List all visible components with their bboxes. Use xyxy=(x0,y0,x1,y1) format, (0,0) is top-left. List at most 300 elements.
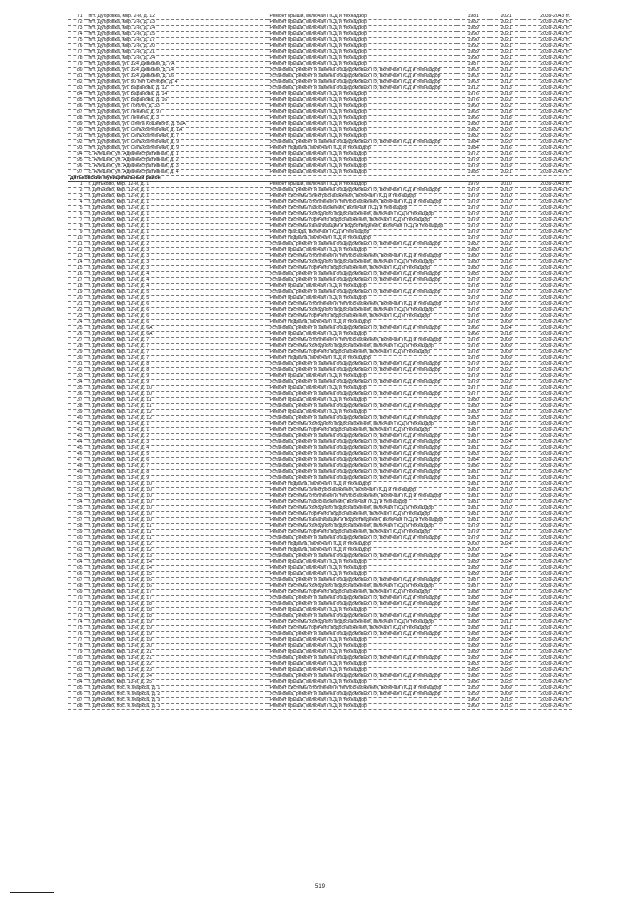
cell-no: 24 xyxy=(68,320,87,326)
cell-period: 2039-2043 гг. xyxy=(523,260,572,266)
cell-no: 74 xyxy=(68,620,87,626)
document-sheet xyxy=(68,14,572,710)
cell-y1: 1992 xyxy=(457,44,490,50)
cell-work: Установка, ремонт и замена общедомовых ПУ, включая ПСД и техназдор xyxy=(268,434,457,440)
cell-y2: 2011 xyxy=(490,626,523,632)
cell-no: 63 xyxy=(68,554,87,560)
cell-y1: 1980 xyxy=(457,404,490,410)
cell-period: 2039-2043 гг. xyxy=(523,686,572,692)
cell-work: Ремонт крыши, включая ПСД и техназдор xyxy=(268,662,457,668)
cell-work: Установка, ремонт и замена общедомовых ПУ, включая ПСД и техназдор xyxy=(268,458,457,464)
cell-y1: 1980 xyxy=(457,122,490,128)
cell-y1: 1987 xyxy=(457,584,490,590)
cell-y2: 2025 xyxy=(490,662,523,668)
cell-no: 94 xyxy=(68,152,87,158)
cell-work: Ремонт крыши, включая ПСД и техназдор xyxy=(268,410,457,416)
cell-addr: г. Дятьково, мкр. 13-й, д. 19 xyxy=(87,626,268,632)
cell-work: Установка, ремонт и замена общедомовых ПУ, включая ПСД и техназдор xyxy=(268,446,457,452)
cell-work: Ремонт крыши, включая ПСД и техназдор xyxy=(268,704,457,710)
cell-period: 2039-2043 гг. xyxy=(523,296,572,302)
cell-period: 2039-2043 гг. xyxy=(523,350,572,356)
cell-y2: 2018 xyxy=(490,116,523,122)
cell-work: Ремонт крыши, включая ПСД и технадзор xyxy=(268,116,457,122)
cell-y2: 2012 xyxy=(490,524,523,530)
cell-period: 2039-2043 гг. xyxy=(523,32,572,38)
cell-no: 78 xyxy=(68,644,87,650)
cell-no: 42 xyxy=(68,428,87,434)
cell-addr: г. Дятьково, мкр. 13-й, д. 3 xyxy=(87,440,268,446)
cell-work: Ремонт системы холодного водоснабжения, включая ПСД и техназдор xyxy=(268,212,457,218)
cell-y2: 2016 xyxy=(490,644,523,650)
cell-no: 36 xyxy=(68,392,87,398)
cell-addr: г. Дятьково, мкр. 12-й, д. 10 xyxy=(87,386,268,392)
cell-no: 18 xyxy=(68,284,87,290)
cell-y2: 2009 xyxy=(490,308,523,314)
cell-period: 2039-2043 гг. xyxy=(523,200,572,206)
table-body-top xyxy=(68,14,572,176)
cell-work: Ремонт системы отопления и теплоснабжения, включая ПСД и техназдор xyxy=(268,302,457,308)
footer-rule xyxy=(10,892,54,893)
cell-y2: 2022 xyxy=(490,380,523,386)
cell-addr: г. Дятьково, мкр. 12-й, д. 9 xyxy=(87,374,268,380)
cell-addr: г. Дятьково, мкр. 13-й, д. 10 xyxy=(87,482,268,488)
cell-addr: г. Дятьково, мкр. 12-й, д. 3 xyxy=(87,248,268,254)
cell-period: 2039-2043 гг. xyxy=(523,578,572,584)
cell-y2: 2010 xyxy=(490,512,523,518)
cell-period: 2039-2043 гг. xyxy=(523,332,572,338)
cell-y1: 1987 xyxy=(457,434,490,440)
cell-no: 8 xyxy=(68,224,87,230)
cell-addr: г. Дятьково, мкр. 13-й, д. 5 xyxy=(87,452,268,458)
cell-y2: 2010 xyxy=(490,518,523,524)
cell-y2: 2021 xyxy=(490,20,523,26)
cell-y1: 1989 xyxy=(457,50,490,56)
cell-addr: пгт. Дубровка, ул. Сельхозтехники, д. 1А xyxy=(87,128,268,134)
cell-work: Установка, ремонт и замена общедомовых ПУ, включая ПСД и техназдор xyxy=(268,404,457,410)
cell-y2: 2024 xyxy=(490,638,523,644)
cell-y2: 2022 xyxy=(490,134,523,140)
cell-addr: пгт. Дубровка, ул. Баранова, д. 16 xyxy=(87,98,268,104)
cell-work: Ремонт системы отопления и теплоснабжения, включая ПСД и техназдор xyxy=(268,686,457,692)
cell-y1: 1986 xyxy=(457,680,490,686)
cell-period: 2039-2043 гг. xyxy=(523,218,572,224)
cell-no: 72 xyxy=(68,608,87,614)
cell-addr: пгт. Дубровка, ул. 50 лет Октября, д. 4 xyxy=(87,80,268,86)
cell-period: 2039-2043 гг. xyxy=(523,206,572,212)
cell-addr: пгт. Дубровка, ул. Сельхозтехники, д. 9 xyxy=(87,146,268,152)
cell-y2: 2010 xyxy=(490,206,523,212)
cell-work: Ремонт системы холодного водоснабжения, включая ПСД и техназдор xyxy=(268,584,457,590)
cell-addr: г. Дятьково, мкр. 13-й, д. 11 xyxy=(87,536,268,542)
cell-addr: г. Дятьково, мкр. 12-й, д. 3 xyxy=(87,254,268,260)
cell-period: 2039-2043 гг. xyxy=(523,560,572,566)
cell-no: 47 xyxy=(68,458,87,464)
cell-no: 75 xyxy=(68,38,87,44)
cell-no: 82 xyxy=(68,668,87,674)
cell-work: Ремонт крыши, включая ПСД и техназдор xyxy=(268,248,457,254)
cell-work: Установка, ремонт и замена общедомовых ПУ, включая ПСД и техназдор xyxy=(268,536,457,542)
cell-y2: 2010 xyxy=(490,200,523,206)
cell-addr: г. Дятьково, мкр. 13-й, д. 19 xyxy=(87,620,268,626)
cell-period: 2039-2043 гг. xyxy=(523,620,572,626)
cell-work: Установка, ремонт и замена общедомовых ПУ, включая ПСД и техназдор xyxy=(268,674,457,680)
cell-addr: г. Дятьково, мкр. 12-й, д. 5 xyxy=(87,290,268,296)
cell-work: Ремонт крыши, включая ПСД и технадзор xyxy=(268,50,457,56)
cell-y2: 2024 xyxy=(490,542,523,548)
cell-y1: 1981 xyxy=(457,494,490,500)
cell-period: 2039-2043 гг. xyxy=(523,110,572,116)
cell-y1: 1982 xyxy=(457,128,490,134)
cell-addr: г. Дятьково, мкр. 13-й, д. 1 xyxy=(87,428,268,434)
cell-no: 53 xyxy=(68,494,87,500)
cell-y1: 1984 xyxy=(457,140,490,146)
cell-y1: 1979 xyxy=(457,218,490,224)
cell-y2: 2018 xyxy=(490,608,523,614)
cell-period: 2039-2043 гг. xyxy=(523,374,572,380)
cell-period: 2039-2043 гг. xyxy=(523,272,572,278)
cell-no: 72 xyxy=(68,20,87,26)
cell-addr: г. Дятьково, мкр. 12-й, д. 1 xyxy=(87,218,268,224)
cell-work: Установка, ремонт и замена общедомовых ПУ, включая ПСД и техназдор xyxy=(268,242,457,248)
cell-no: 44 xyxy=(68,440,87,446)
cell-work: Ремонт системы холодного водоснабжения, включая ПСД и техназдор xyxy=(268,506,457,512)
cell-y2: 2019 xyxy=(490,164,523,170)
cell-period: 2039-2043 гг. xyxy=(523,494,572,500)
cell-no: 81 xyxy=(68,662,87,668)
cell-no: 6 xyxy=(68,212,87,218)
cell-no: 30 xyxy=(68,356,87,362)
cell-y2: 2016 xyxy=(490,428,523,434)
cell-no: 3 xyxy=(68,194,87,200)
cell-work: Ремонт подвала, включая ПСД и техназдор xyxy=(268,236,457,242)
cell-work: Ремонт крыши, включая ПСД и техназдор xyxy=(268,668,457,674)
cell-no: 52 xyxy=(68,488,87,494)
cell-no: 58 xyxy=(68,524,87,530)
cell-work: Ремонт системы отопления и теплоснабжения, включая ПСД и техназдор xyxy=(268,200,457,206)
cell-y2: 2010 xyxy=(490,188,523,194)
cell-y2: 2010 xyxy=(490,482,523,488)
cell-addr: пгт. Дубровка, мкр. 2-й, д. 24 xyxy=(87,56,268,62)
cell-work: Ремонт подвала, включая ПСД и техназдор xyxy=(268,320,457,326)
cell-y2: 2018 xyxy=(490,572,523,578)
cell-addr: г. Дятьково, мкр. 12-й, д. 7 xyxy=(87,338,268,344)
cell-addr: г. Дятьково, мкр. 12-й, д. 3 xyxy=(87,260,268,266)
cell-addr: г. Дятьково, пос. К.Маркса, д. 1 xyxy=(87,686,268,692)
cell-addr: пгт. Дубровка, ул. Олега Кошевого, д. 50А xyxy=(87,122,268,128)
cell-y1: 1980 xyxy=(457,260,490,266)
cell-addr: пгт. Дубровка, ул. Сельхозтехники, д. 9 xyxy=(87,140,268,146)
cell-y2: 2010 xyxy=(490,488,523,494)
cell-y1: 1979 xyxy=(457,206,490,212)
cell-addr: г. Дятьково, мкр. 13-й, д. 13 xyxy=(87,554,268,560)
cell-no: 90 xyxy=(68,128,87,134)
cell-y1: 1979 xyxy=(457,182,490,188)
cell-y2: 2015 xyxy=(490,704,523,710)
cell-work: Ремонт фасада, включая ПСД и техназдор xyxy=(268,230,457,236)
cell-addr: г. Дятьково, мкр. 12-й, д. 6 xyxy=(87,302,268,308)
cell-period: 2039-2043 гг. xyxy=(523,650,572,656)
cell-no: 20 xyxy=(68,296,87,302)
cell-work: Ремонт крыши, включая ПСД и технадзор xyxy=(268,104,457,110)
cell-y1: 1981 xyxy=(457,470,490,476)
cell-work: Ремонт системы канализации и водоотведения, включая ПСД и техназдор xyxy=(268,224,457,230)
cell-y1: 1976 xyxy=(457,98,490,104)
cell-period: 2039-2043 гг. xyxy=(523,596,572,602)
cell-y2: 2030 xyxy=(490,290,523,296)
cell-y2: 2022 xyxy=(490,368,523,374)
cell-work: Ремонт крыши, включая ПСД и техназдор xyxy=(268,332,457,338)
cell-no: 75 xyxy=(68,626,87,632)
cell-work: Ремонт системы горячего водоснабжения, включая ПСД и техназдор xyxy=(268,590,457,596)
cell-period: 2039-2043 гг. xyxy=(523,452,572,458)
cell-y2: 2018 xyxy=(490,332,523,338)
cell-addr: г. Дятьково, мкр. 12-й, д. 1 xyxy=(87,200,268,206)
cell-addr: г. Дятьково, мкр. 13-й, д. 11 xyxy=(87,530,268,536)
cell-y2: 2018 xyxy=(490,374,523,380)
cell-no: 26 xyxy=(68,332,87,338)
cell-period: 2039-2043 гг. xyxy=(523,284,572,290)
cell-addr: г. Дятьково, мкр. 13-й, д. 10 xyxy=(87,512,268,518)
cell-addr: г. Дятьково, мкр. 12-й, д. 8 xyxy=(87,362,268,368)
cell-addr: г. Дятьково, мкр. 13-й, д. 12 xyxy=(87,542,268,548)
cell-work: Установка, ремонт и замена общедомовых ПУ, включая ПСД и техназдор xyxy=(268,416,457,422)
cell-addr: г. Дятьково, мкр. 12-й, д. 4 xyxy=(87,272,268,278)
section-title: Дятьковский муниципальный район xyxy=(68,176,572,182)
cell-y2: 2012 xyxy=(490,74,523,80)
cell-addr: г. Дятьково, мкр. 13-й, д. 9 xyxy=(87,476,268,482)
cell-work: Ремонт крыши, включая ПСД и техназдор xyxy=(268,170,457,176)
cell-y2: 2022 xyxy=(490,464,523,470)
cell-addr: г. Дятьково, мкр. 12-й, д. 9 xyxy=(87,380,268,386)
cell-addr: г. Дятьково, мкр. 12-й, д. 12 xyxy=(87,416,268,422)
cell-y2: 2009 xyxy=(490,302,523,308)
cell-y1: 1978 xyxy=(457,284,490,290)
cell-period: 2039-2043 гг. xyxy=(523,266,572,272)
cell-y2: 2016 xyxy=(490,260,523,266)
cell-work: Ремонт крыши, включая ПСД и технадзор xyxy=(268,122,457,128)
cell-no: 88 xyxy=(68,116,87,122)
cell-y2: 2022 xyxy=(490,104,523,110)
cell-no: 22 xyxy=(68,308,87,314)
cell-y2: 2009 xyxy=(490,320,523,326)
cell-y1: 1987 xyxy=(457,428,490,434)
cell-work: Установка, ремонт и замена общедомовых ПУ, включая ПСД и техназдор xyxy=(268,290,457,296)
cell-y2: 2019 xyxy=(490,158,523,164)
cell-y2: 2018 xyxy=(490,410,523,416)
cell-y1: 1912 xyxy=(457,86,490,92)
cell-period: 2039-2043 гг. xyxy=(523,98,572,104)
cell-period: 2039-2043 гг. xyxy=(523,80,572,86)
cell-no: 60 xyxy=(68,536,87,542)
cell-period: 2039-2043 гг. xyxy=(523,662,572,668)
cell-period: 2039-2043 гг. xyxy=(523,92,572,98)
cell-work: Установка, ремонт и замена общедомовых ПУ, включая ПСД и техназдор xyxy=(268,368,457,374)
cell-work: Ремонт крыши, включая ПСД и технадзор xyxy=(268,14,457,20)
cell-work: Ремонт крыши, включая ПСД и техназдор xyxy=(268,284,457,290)
cell-no: 56 xyxy=(68,512,87,518)
cell-no: 1 xyxy=(68,182,87,188)
cell-y2: 2018 xyxy=(490,398,523,404)
cell-work: Ремонт системы отопления и теплоснабжения, включая ПСД и техназдор xyxy=(268,254,457,260)
cell-y2: 2022 xyxy=(490,416,523,422)
cell-work: Ремонт системы горячего водоснабжения, включая ПСД и техназдор xyxy=(268,626,457,632)
page-number: 519 xyxy=(314,884,325,890)
cell-y2: 2016 xyxy=(490,146,523,152)
cell-no: 79 xyxy=(68,650,87,656)
cell-work: Установка, ремонт и замена общедомовых ПУ, включая ПСД и техназдор xyxy=(268,632,457,638)
cell-work: Ремонт крыши, включая ПСД и технадзор xyxy=(268,92,457,98)
cell-addr: г. Дятьково, мкр. 12-й, д. 1 xyxy=(87,212,268,218)
cell-y2: 2010 xyxy=(490,236,523,242)
cell-period: 2039-2043 гг. xyxy=(523,194,572,200)
cell-period: 2039-2043 гг. xyxy=(523,464,572,470)
cell-work: Ремонт системы горячего водоснабжения, включая ПСД и техназдор xyxy=(268,266,457,272)
cell-period: 2039-2043 гг. xyxy=(523,446,572,452)
cell-y2: 2010 xyxy=(490,500,523,506)
cell-period: 2039-2043 гг. xyxy=(523,62,572,68)
cell-addr: г. Дятьково, мкр. 12-й, д. 7 xyxy=(87,350,268,356)
cell-y1: 1988 xyxy=(457,608,490,614)
cell-no: 9 xyxy=(68,230,87,236)
cell-y2: 2016 xyxy=(490,650,523,656)
cell-work: Установка, ремонт и замена общедомовых ПУ, включая ПСД и техназдор xyxy=(268,362,457,368)
cell-y2: 2021 xyxy=(490,14,523,20)
cell-y1: 1988 xyxy=(457,632,490,638)
cell-y2: 2018 xyxy=(490,566,523,572)
cell-no: 84 xyxy=(68,680,87,686)
cell-y1: 1989 xyxy=(457,644,490,650)
cell-period: 2039-2043 гг. xyxy=(523,626,572,632)
cell-y1: 1979 xyxy=(457,536,490,542)
cell-period: 2039-2043 гг. xyxy=(523,182,572,188)
cell-no: 84 xyxy=(68,92,87,98)
cell-work: Ремонт системы холодного водоснабжения, включая ПСД и техназдор xyxy=(268,260,457,266)
cell-y1: 1981 xyxy=(457,512,490,518)
cell-addr: г. Дятьково, мкр. 12-й, д. 1 xyxy=(87,206,268,212)
cell-work: Установка, ремонт и замена общедомовых ПУ, включая ПСД и техназдор xyxy=(268,68,457,74)
cell-y2: 2016 xyxy=(490,254,523,260)
cell-y2: 2021 xyxy=(490,170,523,176)
cell-y2: 2025 xyxy=(490,674,523,680)
cell-y1: 1979 xyxy=(457,200,490,206)
cell-work: Ремонт крыши, включая ПСД и технадзор xyxy=(268,26,457,32)
cell-y1: 1979 xyxy=(457,296,490,302)
cell-y2: 2010 xyxy=(490,182,523,188)
cell-addr: г. Дятьково, мкр. 13-й, д. 10 xyxy=(87,506,268,512)
cell-addr: г. Дятьково, мкр. 13-й, д. 16 xyxy=(87,584,268,590)
cell-no: 83 xyxy=(68,674,87,680)
cell-work: Ремонт системы горячего водоснабжения, включая ПСД и техназдор xyxy=(268,218,457,224)
cell-no: 76 xyxy=(68,44,87,50)
cell-period: 2039-2043 гг. xyxy=(523,242,572,248)
cell-period: 2039-2043 гг. xyxy=(523,680,572,686)
cell-work: Установка, ремонт и замена общедомовых ПУ, включая ПСД и техназдор xyxy=(268,440,457,446)
cell-y2: 2012 xyxy=(490,536,523,542)
cell-period: 2039-2043 гг. xyxy=(523,314,572,320)
cell-period: 2039-2043 гг. xyxy=(523,38,572,44)
cell-y1: 1963 xyxy=(457,68,490,74)
cell-period: 2039-2043 гг. xyxy=(523,434,572,440)
cell-y2: 2016 xyxy=(490,152,523,158)
cell-y1: 1959 xyxy=(457,686,490,692)
cell-addr: г. Дятьково, мкр. 13-й, д. 1 xyxy=(87,422,268,428)
cell-addr: г. Дятьково, мкр. 13-й, д. 24 xyxy=(87,674,268,680)
cell-work: Ремонт крыши, включая ПСД и технадзор xyxy=(268,62,457,68)
cell-period: 2039-2043 гг. xyxy=(523,122,572,128)
cell-no: 27 xyxy=(68,338,87,344)
cell-y1: 1972 xyxy=(457,152,490,158)
cell-y2: 2018 xyxy=(490,284,523,290)
cell-addr: г. Дятьково, мкр. 12-й, д. 1 xyxy=(87,182,268,188)
cell-y1: 1984 xyxy=(457,458,490,464)
cell-y1: 1963 xyxy=(457,74,490,80)
cell-y2: 2021 xyxy=(490,26,523,32)
cell-y1: 1983 xyxy=(457,416,490,422)
cell-y2: 2010 xyxy=(490,224,523,230)
cell-no: 17 xyxy=(68,278,87,284)
cell-no: 28 xyxy=(68,344,87,350)
cell-work: Ремонт крыши, включая ПСД и техназдор xyxy=(268,560,457,566)
cell-period: 2039-2043 гг. xyxy=(523,668,572,674)
cell-period: 2039-2043 гг. xyxy=(523,440,572,446)
cell-work: Ремонт крыши, включая ПСД и технадзор xyxy=(268,44,457,50)
cell-y2: 2022 xyxy=(490,446,523,452)
cell-addr: с. Алешня, ул. Административная, д. 3 xyxy=(87,164,268,170)
cell-work: Ремонт крыши, включая ПСД и технадзор xyxy=(268,128,457,134)
cell-y1: 1985 xyxy=(457,272,490,278)
cell-no: 69 xyxy=(68,590,87,596)
cell-addr: пгт. Дубровка, мкр. 2-й, д. 13 xyxy=(87,20,268,26)
cell-y2: 2012 xyxy=(490,80,523,86)
cell-addr: г. Дятьково, мкр. 13-й, д. 10 xyxy=(87,494,268,500)
cell-addr: г. Дятьково, мкр. 13-й, д. 18 xyxy=(87,602,268,608)
cell-y1: 1988 xyxy=(457,620,490,626)
cell-addr: г. Дятьково, мкр. 13-й, д. 19 xyxy=(87,638,268,644)
cell-y2: 2010 xyxy=(490,494,523,500)
cell-no: 77 xyxy=(68,638,87,644)
cell-period: 2039-2043 гг. xyxy=(523,326,572,332)
cell-period: 2039-2043 гг. xyxy=(523,530,572,536)
cell-period: 2039-2043 гг. xyxy=(523,608,572,614)
cell-no: 80 xyxy=(68,656,87,662)
cell-work: Установка, ремонт и замена общедомовых ПУ, включая ПСД и техназдор xyxy=(268,596,457,602)
cell-y2: 2024 xyxy=(490,554,523,560)
cell-y1: 1966 xyxy=(457,116,490,122)
cell-work: Ремонт крыши, включая ПСД и техназдор xyxy=(268,680,457,686)
cell-no: 93 xyxy=(68,146,87,152)
cell-addr: г. Дятьково, мкр. 13-й, д. 15 xyxy=(87,572,268,578)
cell-period: 2039-2043 гг. xyxy=(523,692,572,698)
cell-addr: г. Дятьково, мкр. 12-й, д. 7 xyxy=(87,344,268,350)
cell-addr: г. Дятьково, мкр. 13-й, д. 10 xyxy=(87,518,268,524)
cell-addr: пгт. Дубровка, мкр. 2-й, д. 14 xyxy=(87,26,268,32)
cell-y2: 2009 xyxy=(490,338,523,344)
cell-y1: 1981 xyxy=(457,506,490,512)
cell-period: 2039-2043 гг. xyxy=(523,512,572,518)
cell-work: Ремонт крыши, включая ПСД и техназдор xyxy=(268,608,457,614)
cell-y1: 1978 xyxy=(457,308,490,314)
cell-period: 2039-2043 гг. xyxy=(523,674,572,680)
cell-y2: 2018 xyxy=(490,296,523,302)
cell-work: Ремонт крыши, включая ПСД и технадзор xyxy=(268,20,457,26)
cell-work: Ремонт подвала, включая ПСД и техназдор xyxy=(268,548,457,554)
cell-no: 23 xyxy=(68,314,87,320)
cell-period: 2039-2043 гг. xyxy=(523,188,572,194)
cell-work: Установка, ремонт и замена общедомовых ПУ, включая ПСД и техназдор xyxy=(268,692,457,698)
cell-no: 15 xyxy=(68,266,87,272)
cell-period: 2039-2043 гг. xyxy=(523,632,572,638)
cell-no: 19 xyxy=(68,290,87,296)
